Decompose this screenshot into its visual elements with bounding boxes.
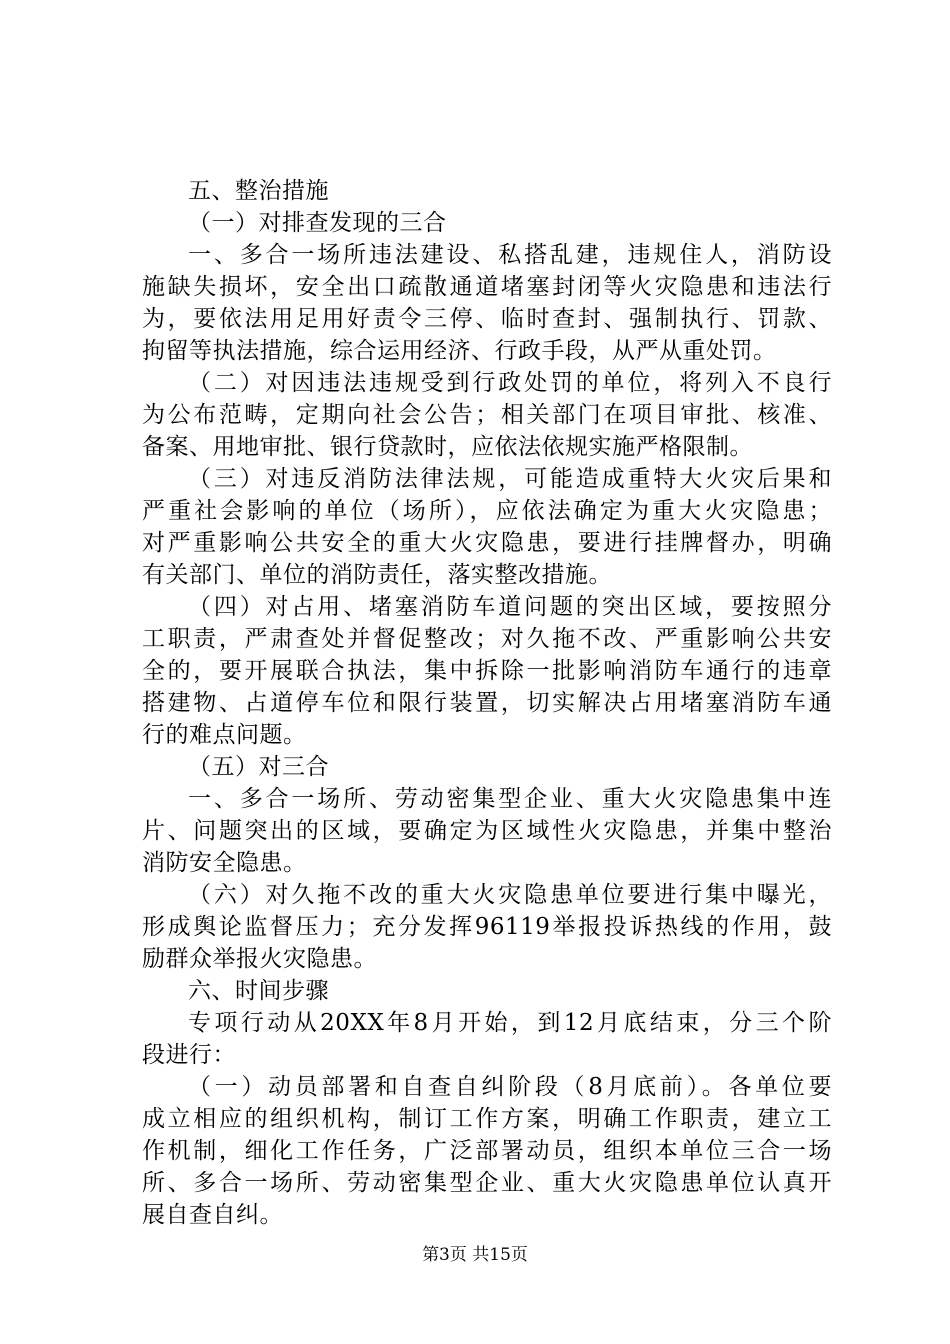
- paragraph-line: 对严重影响公共安全的重大火灾隐患，要进行挂牌督办，明确: [142, 530, 832, 556]
- section-heading: 五、整治措施: [188, 178, 329, 204]
- paragraph-line: 一、多合一场所、劳动密集型企业、重大火灾隐患集中连: [188, 786, 832, 812]
- paragraph-line: 有关部门、单位的消防责任，落实整改措施。: [142, 562, 612, 588]
- paragraph-line: 专项行动从20XX年8月开始，到12月底结束，分三个阶: [188, 1010, 832, 1036]
- paragraph-line: 拘留等执法措施，综合运用经济、行政手段，从严从重处罚。: [142, 338, 777, 364]
- paragraph-line: 一、多合一场所违法建设、私搭乱建，违规住人，消防设: [188, 242, 832, 268]
- section-heading: 六、时间步骤: [188, 978, 329, 1004]
- paragraph-line: （三）对违反消防法律法规，可能造成重特大火灾后果和: [188, 466, 832, 492]
- paragraph-line: （四）对占用、堵塞消防车道问题的突出区域，要按照分: [188, 594, 832, 620]
- paragraph-line: 展自查自纠。: [142, 1202, 283, 1228]
- paragraph-line: 消防安全隐患。: [142, 850, 307, 876]
- page-footer: 第3页 共15页: [422, 1245, 528, 1265]
- paragraph-line: （六）对久拖不改的重大火灾隐患单位要进行集中曝光，: [188, 882, 832, 908]
- paragraph-line: 施缺失损坏，安全出口疏散通道堵塞封闭等火灾隐患和违法行: [142, 274, 832, 300]
- paragraph-line: （五）对三合: [188, 754, 329, 780]
- paragraph-line: 成立相应的组织机构，制订工作方案，明确工作职责，建立工: [142, 1106, 832, 1132]
- paragraph-line: （一）动员部署和自查自纠阶段（8月底前）。各单位要: [188, 1074, 832, 1100]
- paragraph-line: 段进行：: [142, 1042, 236, 1068]
- paragraph-line: 行的难点问题。: [142, 722, 307, 748]
- paragraph-line: 形成舆论监督压力；充分发挥96119举报投诉热线的作用，鼓: [142, 914, 832, 940]
- paragraph-line: 搭建物、占道停车位和限行装置，切实解决占用堵塞消防车通: [142, 690, 832, 716]
- paragraph-line: 片、问题突出的区域，要确定为区域性火灾隐患，并集中整治: [142, 818, 832, 844]
- paragraph-line: 备案、用地审批、银行贷款时，应依法依规实施严格限制。: [142, 434, 753, 460]
- paragraph-line: 全的，要开展联合执法，集中拆除一批影响消防车通行的违章: [142, 658, 832, 684]
- paragraph-line: （二）对因违法违规受到行政处罚的单位，将列入不良行: [188, 370, 832, 396]
- subsection-heading: （一）对排查发现的三合: [188, 210, 447, 236]
- paragraph-line: 为，要依法用足用好责令三停、临时查封、强制执行、罚款、: [142, 306, 832, 332]
- paragraph-line: 为公布范畴，定期向社会公告；相关部门在项目审批、核准、: [142, 402, 832, 428]
- paragraph-line: 所、多合一场所、劳动密集型企业、重大火灾隐患单位认真开: [142, 1170, 832, 1196]
- paragraph-line: 励群众举报火灾隐患。: [142, 946, 377, 972]
- paragraph-line: 严重社会影响的单位（场所），应依法确定为重大火灾隐患；: [142, 498, 832, 524]
- paragraph-line: 作机制，细化工作任务，广泛部署动员，组织本单位三合一场: [142, 1138, 832, 1164]
- paragraph-line: 工职责，严肃查处并督促整改；对久拖不改、严重影响公共安: [142, 626, 832, 652]
